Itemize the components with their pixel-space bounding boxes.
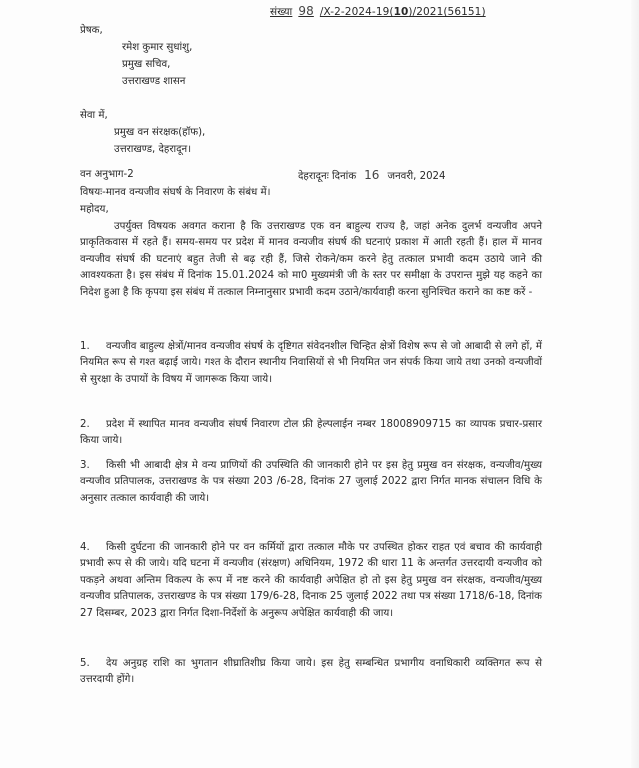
section-name: वन अनुभाग-2 xyxy=(80,169,134,180)
reference-code-bold: 10 xyxy=(393,6,409,18)
point-text: प्रदेश में स्थापित मानव वन्यजीव संघर्ष निवारण टोल फ्री हेल्पलाईन नम्बर 18008909715 का व्यापक प्रचार-प्रसार किया जाये। xyxy=(80,419,542,447)
sender-name: रमेश कुमार सुधांशु, xyxy=(122,42,193,53)
point-number: 1. xyxy=(80,341,90,352)
subject-line: विषयः-मानव वन्यजीव संघर्ष के निवारण के संबंध में। xyxy=(80,187,271,198)
page-edge-shadow xyxy=(631,0,639,768)
recipient-label: सेवा में, xyxy=(80,110,108,121)
point-5 xyxy=(80,656,542,689)
sender-office: उत्तराखण्ड शासन xyxy=(122,76,186,87)
point-1 xyxy=(80,339,542,388)
sender-label: प्रेषक, xyxy=(80,25,103,36)
reference-code-end: )/2021(56151) xyxy=(408,6,486,18)
recipient-designation: प्रमुख वन संरक्षक(हॉफ), xyxy=(114,127,206,138)
point-number: 3. xyxy=(80,460,90,471)
point-4 xyxy=(80,540,542,622)
point-number: 2. xyxy=(80,419,90,430)
salutation: महोदय, xyxy=(80,204,109,215)
sender-designation: प्रमुख सचिव, xyxy=(122,59,171,70)
intro-text: उपर्युक्त विषयक अवगत कराना है कि उत्तराखण्ड एक वन बाहुल्य राज्य है, जहां अनेक दुलर्भ वन्यजीव अपने प्राकृतिकवास में रहते हैं। समय-समय पर प्रदेश में मानव वन्यजीव संघर्ष की घटनाएं प्रकाश में आती रहती हैं। हाल में मानव वन्यजीव संघर्ष की घटनाएं बहुत तेजी से बढ़ रही हैं, जिसे रोकने/कम करने हेतु तत्काल प्रभावी कदम उठाये जाने की आवश्यकता है। इस संबंध में दिनांक 15.01.2024 को मा0 मुख्यमंत्री जी के स्तर पर समीक्षा के उपरान्त मुझे यह कहने का निदेश हुआ है कि कृपया इस संबंध में तत्काल निम्नानुसार प्रभावी कदम उठाने/कार्यवाही करना सुनिश्चित कराने का कष्ट करें - xyxy=(80,221,542,298)
reference-handwritten-number: 98 xyxy=(298,4,314,18)
point-text: किसी भी आबादी क्षेत्र मे वन्य प्राणियों की उपस्थिति की जानकारी होने पर इस हेतु प्रमुख वन संरक्षक, वन्यजीव/मुख्य वन्यजीव प्रतिपालक, उत्तराखण्ड के पत्र संख्या 203 /6-28, दिनांक 27 जुलाई 2022 द्वारा निर्गत मानक संचालन विधि के अनुसार तत्काल कार्यवाही की जाये। xyxy=(80,460,542,504)
intro-paragraph xyxy=(80,219,542,301)
point-text: वन्यजीव बाहुल्य क्षेत्रों/मानव वन्यजीव संघर्ष के दृष्टिगत संवेदनशील चिन्हित क्षेत्रों विशेष रूप से जो आबादी से लगे हों, में नियमित रूप से गश्त बढ़ाई जाये। गश्त के दौरान स्थानीय निवासियों से भी नियमित जन संपर्क किया जाये तथा उनको वन्यजीवों से सुरक्षा के उपायों के विषय में जागरूक किया जाये। xyxy=(80,341,542,385)
point-text: किसी दुर्घटना की जानकारी होने पर वन कर्मियों द्वारा तत्काल मौके पर उपस्थित होकर राहत एवं बचाव की कार्यवाही प्रभावी रूप से की जाये। यदि घटना में वन्यजीव (संरक्षण) अधिनियम, 1972 की धारा 11 के अन्तर्गत उत्तरदायी वन्यजीव को पकड़ने अथवा अन्तिम विकल्प के रूप में नष्ट करने की कार्यवाही अपेक्षित हो तो इस हेतु प्रमुख वन संरक्षक, वन्यजीव/मुख्य वन्यजीव प्रतिपालक, उत्तराखण्ड के पत्र संख्या 179/6-28, दिनाक 25 जुलाई 2022 तथा पत्र संख्या 1718/6-18, दिनांक 27 दिसम्बर, 2023 द्वारा निर्गत दिशा-निर्देशों के अनुरूप अपेक्षित कार्यवाही की जाय। xyxy=(80,542,542,619)
point-number: 4. xyxy=(80,542,90,553)
date-day-handwritten: 16 xyxy=(364,168,380,182)
date-place-label: देहरादूनः दिनांक xyxy=(298,171,357,182)
date-month-year: जनवरी, 2024 xyxy=(387,171,446,182)
point-text: देय अनुग्रह राशि का भुगतान शीघ्रातिशीघ्र किया जाये। इस हेतु सम्बन्धित प्रभागीय वनाधिकारी व्यक्तिगत रूप से उत्तरदायी होंगे। xyxy=(80,658,542,686)
recipient-place: उत्तराखण्ड, देहरादून। xyxy=(114,144,192,155)
point-2 xyxy=(80,417,542,450)
point-3 xyxy=(80,458,542,507)
reference-number xyxy=(270,4,486,19)
point-number: 5. xyxy=(80,658,90,669)
reference-code-start: /X-2-2024-19( xyxy=(319,6,394,18)
reference-prefix: संख्या xyxy=(270,6,293,18)
letter-date xyxy=(298,167,446,185)
